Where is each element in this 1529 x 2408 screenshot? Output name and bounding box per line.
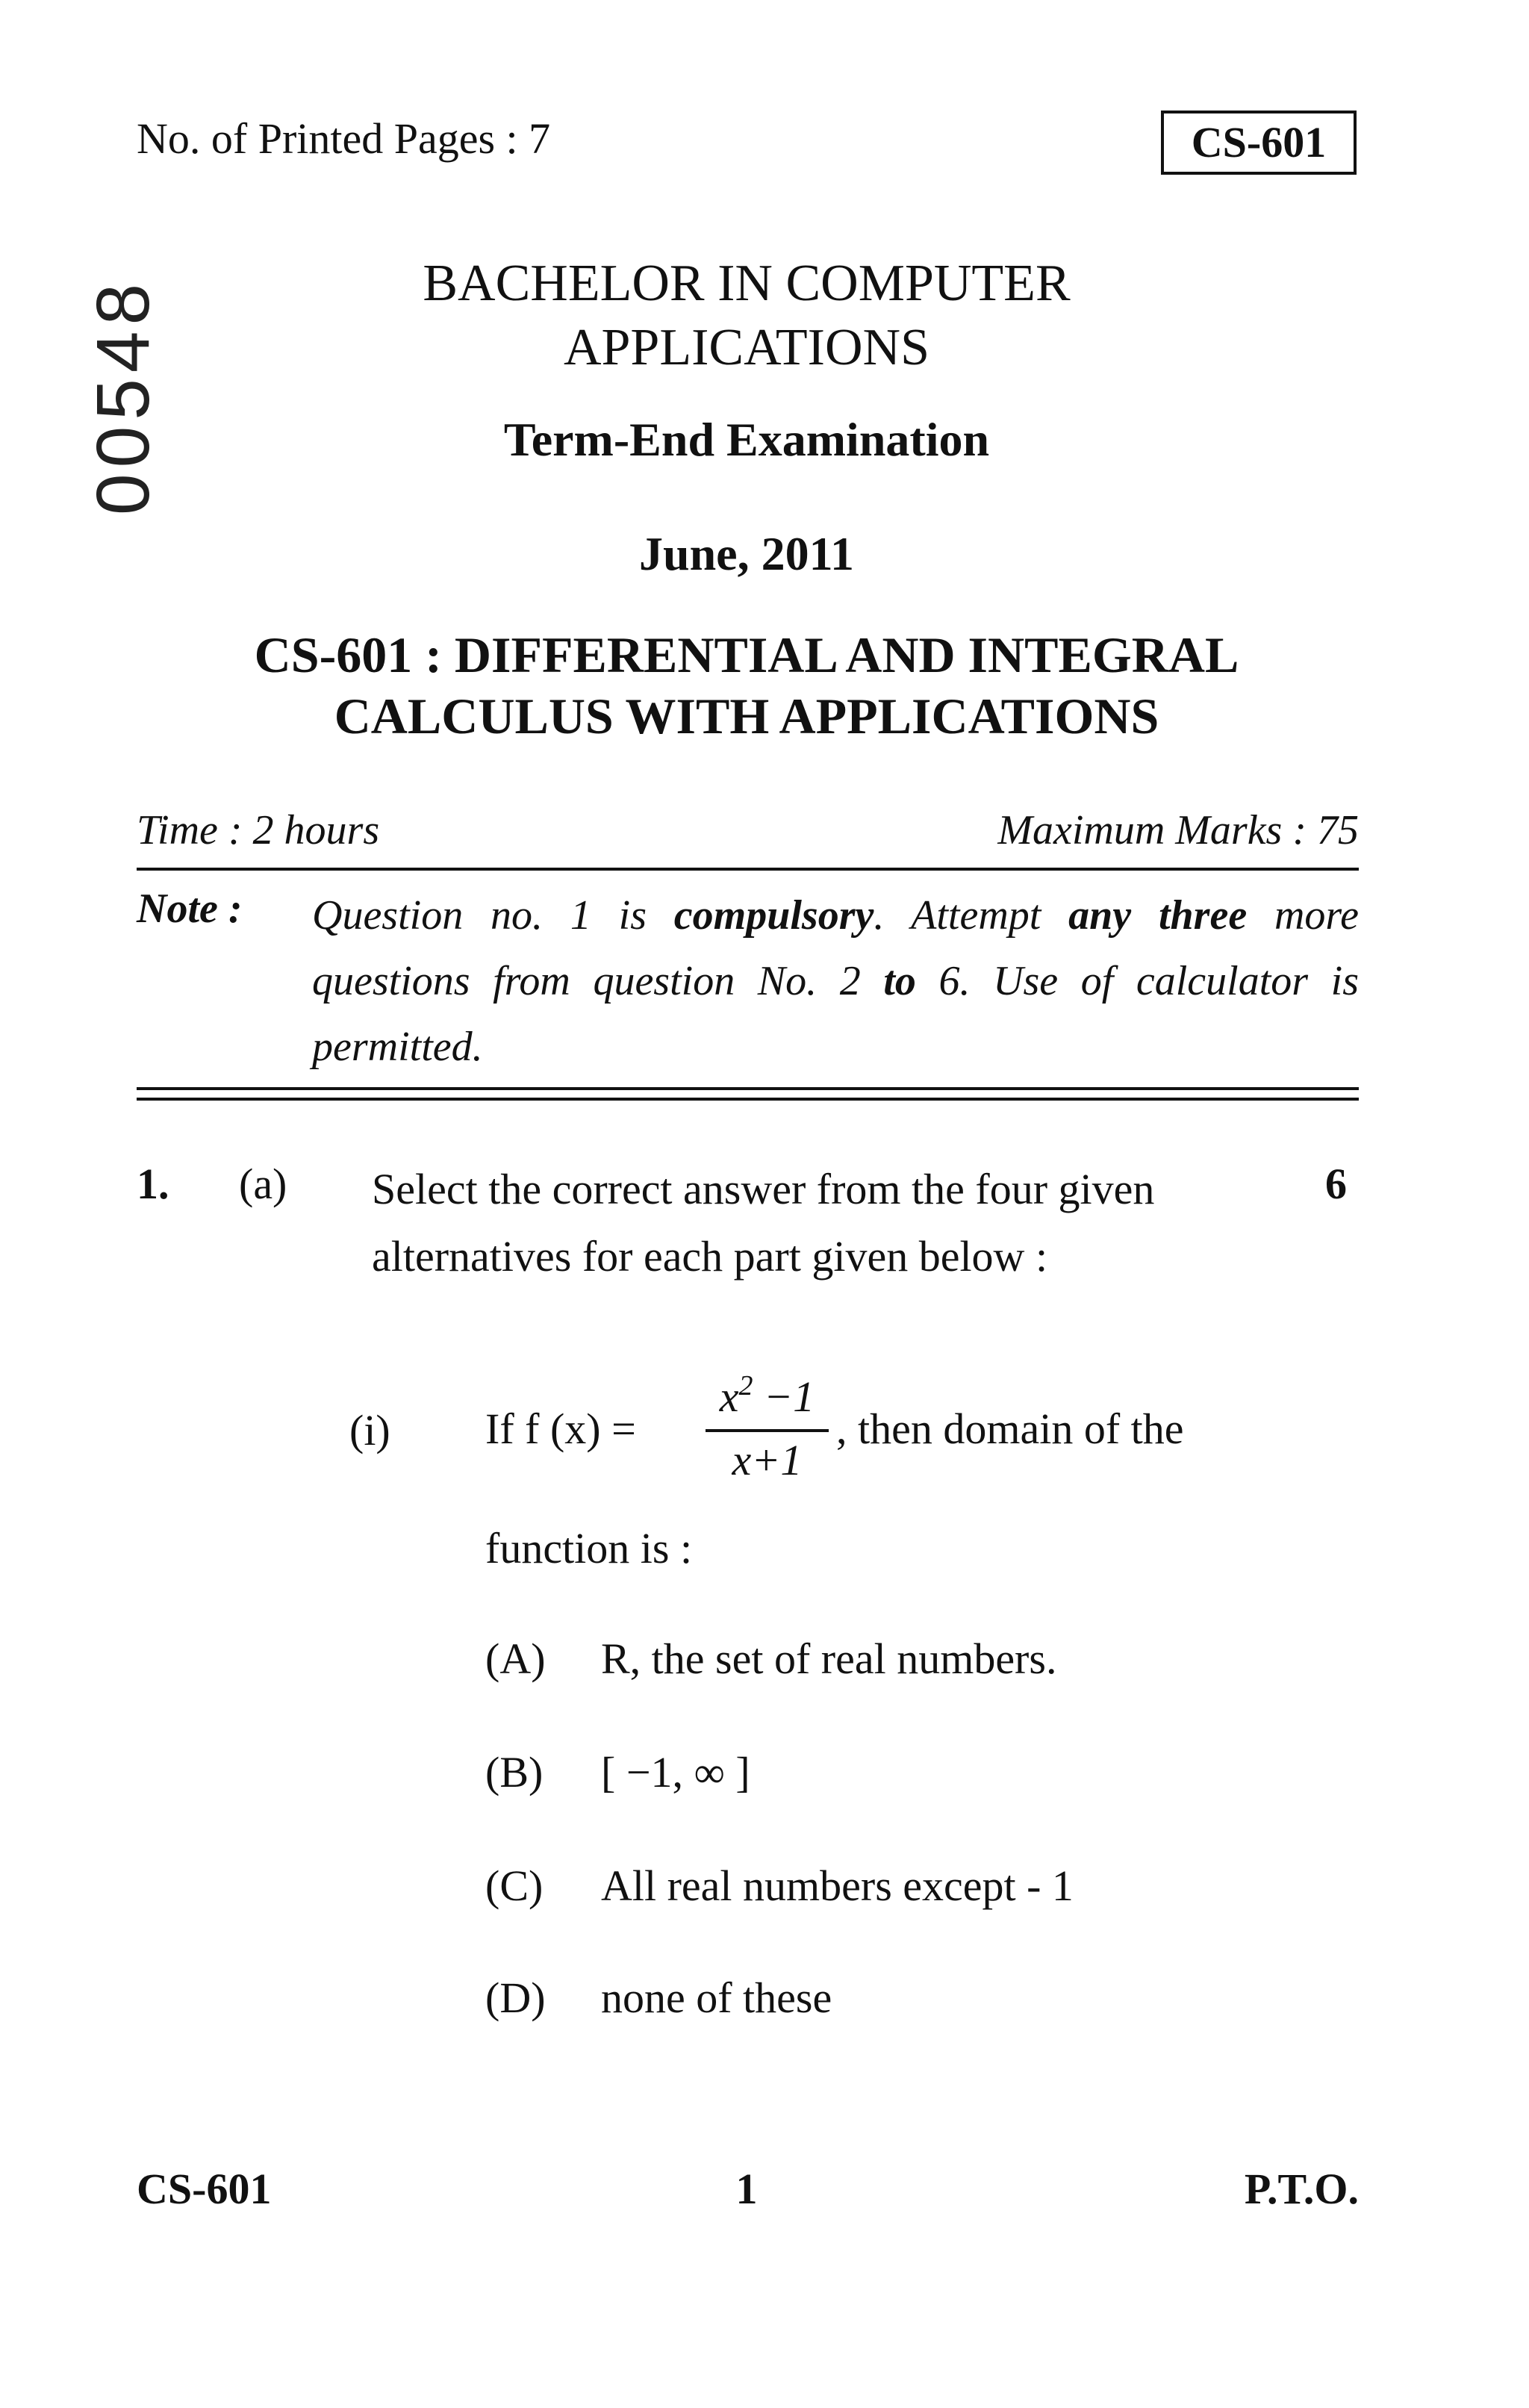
fraction-numerator: $x^2 -1$ (719, 1370, 815, 1421)
maximum-marks: Maximum Marks : 75 (997, 807, 1359, 853)
option-text-d: none of these (601, 1973, 832, 2022)
formula-lhs: If f (x) = (485, 1404, 636, 1453)
note-label: Note : (137, 886, 243, 932)
subquestion-number: (i) (349, 1406, 390, 1455)
question-part: (a) (239, 1160, 287, 1208)
exam-session: June, 2011 (638, 527, 855, 580)
exam-name: Term-End Examination (503, 413, 990, 466)
option-label-c: (C) (485, 1861, 544, 1910)
footer-paper-code: CS-601 (137, 2165, 272, 2213)
programme-title-line2: APPLICATIONS (563, 319, 930, 376)
page-number: 1 (735, 2165, 758, 2213)
course-title-line1: CS-601 : DIFFERENTIAL AND INTEGRAL (254, 626, 1239, 683)
exam-time: Time : 2 hours (137, 807, 380, 853)
question-marks: 6 (1325, 1160, 1347, 1208)
divider (137, 1087, 1359, 1090)
option-label-d: (D) (485, 1973, 546, 2022)
fraction-bar (706, 1429, 829, 1432)
option-text-b: [ −1, ∞ ] (601, 1748, 750, 1796)
option-text-a: R, the set of real numbers. (601, 1634, 1057, 1683)
programme-title-line1: BACHELOR IN COMPUTER (423, 255, 1071, 312)
question-text: Select the correct answer from the four given alternatives for each part given below : (372, 1165, 1155, 1281)
divider (137, 868, 1359, 871)
serial-number: 00548 (81, 277, 165, 515)
option-label-b: (B) (485, 1748, 544, 1796)
question-number: 1. (137, 1160, 169, 1208)
please-turn-over: P.T.O. (1244, 2165, 1359, 2213)
divider (137, 1098, 1359, 1101)
option-text-c: All real numbers except - 1 (601, 1861, 1074, 1910)
course-title-line2: CALCULUS WITH APPLICATIONS (334, 688, 1159, 744)
option-label-a: (A) (485, 1634, 546, 1683)
fraction-denominator: x+1 (732, 1436, 803, 1484)
printed-pages: No. of Printed Pages : 7 (137, 114, 551, 163)
note-text: Question no. 1 is compulsory. Attempt any three more questions from question No. 2 to 6. Use of calculator is permitted. (312, 892, 1359, 1070)
formula-rhs: , then domain of the (836, 1404, 1184, 1453)
paper-code-box: CS-601 (1161, 111, 1357, 175)
subquestion-continuation: function is : (485, 1524, 693, 1572)
